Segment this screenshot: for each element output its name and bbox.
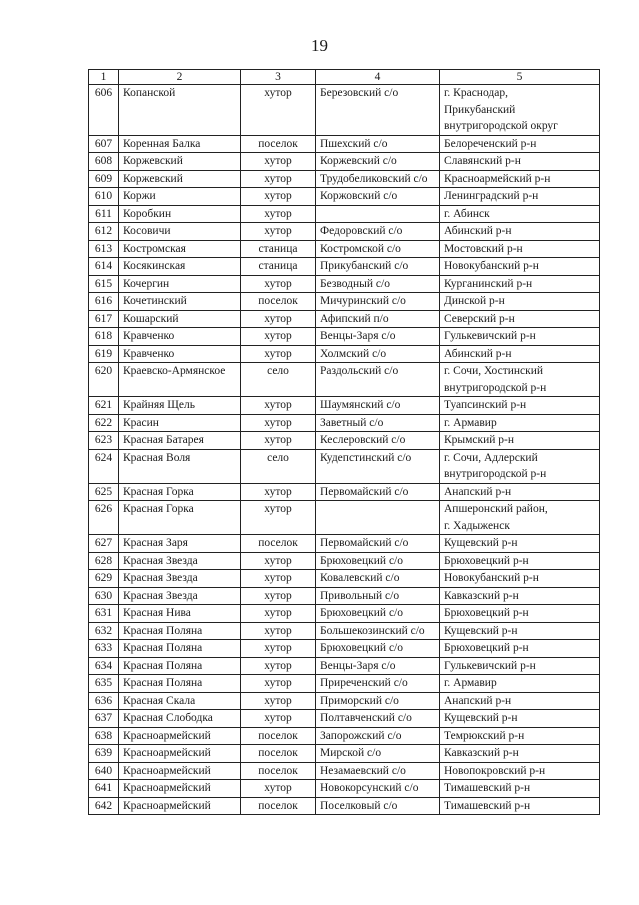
table-row (89, 692, 600, 710)
settlement-type-cell: хутор (241, 345, 316, 363)
table-row (89, 432, 600, 450)
settlement-name-cell: Красная Звезда (119, 570, 241, 588)
row-number-cell: 617 (89, 310, 119, 328)
row-number-cell: 608 (89, 153, 119, 171)
council-cell: Приморский с/о (316, 692, 440, 710)
settlement-name-cell: Косовичи (119, 223, 241, 241)
settlement-type-cell: хутор (241, 223, 316, 241)
settlement-type-cell: хутор (241, 397, 316, 415)
council-cell: Большекозинский с/о (316, 622, 440, 640)
row-number-cell: 624 (89, 449, 119, 483)
table-row (89, 797, 600, 815)
settlement-name-cell: Кочетинский (119, 293, 241, 311)
district-line: Тимашевский р-н (444, 782, 531, 794)
district-cell (440, 622, 600, 640)
table-row (89, 240, 600, 258)
row-number-cell: 618 (89, 328, 119, 346)
settlement-name-cell: Кравченко (119, 328, 241, 346)
row-number-cell: 635 (89, 675, 119, 693)
settlement-name-cell: Красная Воля (119, 449, 241, 483)
settlement-type-cell: хутор (241, 275, 316, 293)
settlement-name-cell: Красная Поляна (119, 622, 241, 640)
district-cell (440, 745, 600, 763)
district-line: г. Абинск (444, 207, 490, 220)
settlement-type-cell: поселок (241, 135, 316, 153)
settlement-type-cell: хутор (241, 710, 316, 728)
district-cell (440, 85, 600, 136)
settlement-type-cell: поселок (241, 293, 316, 311)
page-number: 19 (311, 36, 328, 55)
settlement-type-cell: хутор (241, 170, 316, 188)
settlement-type-cell: хутор (241, 657, 316, 675)
row-number-cell: 612 (89, 223, 119, 241)
council-cell: Брюховецкий с/о (316, 640, 440, 658)
district-line: Абинский р-н (444, 347, 512, 360)
district-cell (440, 397, 600, 415)
settlement-type-cell: хутор (241, 205, 316, 223)
council-cell: Костромской с/о (316, 240, 440, 258)
settlement-type-cell: поселок (241, 797, 316, 815)
row-number-cell: 637 (89, 710, 119, 728)
council-cell: Коржевский с/о (316, 153, 440, 171)
district-line: Анапский р-н (444, 694, 512, 707)
settlement-type-cell: станица (241, 240, 316, 258)
table-header-row (89, 70, 600, 85)
settlement-type-cell: хутор (241, 692, 316, 710)
settlement-name-cell: Копанской (119, 85, 241, 136)
council-cell: Федоровский с/о (316, 223, 440, 241)
council-cell: Афипский п/о (316, 310, 440, 328)
table-row (89, 449, 600, 483)
district-line: Кавказский р-н (444, 589, 519, 602)
row-number-cell: 629 (89, 570, 119, 588)
district-line: г. Армавир (444, 677, 497, 689)
settlement-name-cell: Красная Заря (119, 535, 241, 553)
district-line: Брюховецкий р-н (444, 607, 529, 619)
council-cell: Прикубанский с/о (316, 258, 440, 276)
council-cell: Холмский с/о (316, 345, 440, 363)
settlement-type-cell: хутор (241, 622, 316, 640)
district-line: Крымский р-н (444, 434, 515, 446)
settlement-name-cell: Коржевский (119, 170, 241, 188)
settlement-name-cell: Красноармейский (119, 727, 241, 745)
settlement-name-cell: Красная Поляна (119, 675, 241, 693)
settlement-name-cell: Коробкин (119, 205, 241, 223)
row-number-cell: 626 (89, 501, 119, 535)
district-line: Мостовский р-н (444, 242, 523, 255)
settlement-type-cell: хутор (241, 153, 316, 171)
district-line: Славянский р-н (444, 155, 521, 167)
row-number-cell: 631 (89, 605, 119, 623)
row-number-cell: 615 (89, 275, 119, 293)
column-header: 2 (119, 70, 241, 85)
district-line: Кавказский р-н (444, 747, 519, 759)
district-line: г. Сочи, Хостинский (444, 365, 544, 377)
table-row (89, 293, 600, 311)
settlement-name-cell: Краевско-Армянское (119, 363, 241, 397)
row-number-cell: 632 (89, 622, 119, 640)
settlement-name-cell: Кошарский (119, 310, 241, 328)
row-number-cell: 638 (89, 727, 119, 745)
district-cell (440, 328, 600, 346)
settlement-type-cell: хутор (241, 483, 316, 501)
district-line: г. Краснодар, (444, 87, 508, 99)
row-number-cell: 607 (89, 135, 119, 153)
settlement-type-cell: хутор (241, 570, 316, 588)
table-row (89, 501, 600, 535)
row-number-cell: 628 (89, 552, 119, 570)
row-number-cell: 636 (89, 692, 119, 710)
settlement-type-cell: хутор (241, 501, 316, 535)
table-row (89, 223, 600, 241)
district-cell (440, 605, 600, 623)
row-number-cell: 609 (89, 170, 119, 188)
district-cell (440, 675, 600, 693)
district-cell (440, 640, 600, 658)
table-row (89, 710, 600, 728)
row-number-cell: 606 (89, 85, 119, 136)
settlement-name-cell: Красная Поляна (119, 657, 241, 675)
district-line: внутригородской р-н (444, 381, 547, 394)
table-row (89, 587, 600, 605)
row-number-cell: 630 (89, 587, 119, 605)
settlement-name-cell: Коренная Балка (119, 135, 241, 153)
settlement-name-cell: Кочергин (119, 275, 241, 293)
district-cell (440, 762, 600, 780)
row-number-cell: 625 (89, 483, 119, 501)
district-line: Ленинградский р-н (444, 190, 539, 202)
district-line: Абинский р-н (444, 225, 512, 237)
settlement-name-cell: Красная Батарея (119, 432, 241, 450)
district-line: г. Армавир (444, 416, 497, 429)
settlement-name-cell: Красноармейский (119, 780, 241, 798)
council-cell: Венцы-Заря с/о (316, 328, 440, 346)
council-cell: Безводный с/о (316, 275, 440, 293)
council-cell: Полтавченский с/о (316, 710, 440, 728)
district-line: Новопокровский р-н (444, 764, 546, 777)
settlement-name-cell: Крайняя Щель (119, 397, 241, 415)
district-cell (440, 692, 600, 710)
council-cell: Трудобеликовский с/о (316, 170, 440, 188)
district-cell (440, 501, 600, 535)
council-cell: Мичуринский с/о (316, 293, 440, 311)
council-cell: Раздольский с/о (316, 363, 440, 397)
district-cell (440, 310, 600, 328)
district-line: Брюховецкий р-н (444, 554, 529, 567)
table-row (89, 135, 600, 153)
row-number-cell: 616 (89, 293, 119, 311)
district-line: Темрюкский р-н (444, 729, 525, 742)
settlement-type-cell: хутор (241, 605, 316, 623)
council-cell: Незамаевский с/о (316, 762, 440, 780)
settlement-name-cell: Костромская (119, 240, 241, 258)
row-number-cell: 640 (89, 762, 119, 780)
row-number-cell: 614 (89, 258, 119, 276)
district-cell (440, 570, 600, 588)
district-cell (440, 293, 600, 311)
row-number-cell: 642 (89, 797, 119, 815)
row-number-cell: 621 (89, 397, 119, 415)
settlement-type-cell: поселок (241, 535, 316, 553)
council-cell: Первомайский с/о (316, 535, 440, 553)
district-line: г. Сочи, Адлерский (444, 451, 538, 464)
settlement-name-cell: Красноармейский (119, 745, 241, 763)
table-row (89, 170, 600, 188)
table-row (89, 258, 600, 276)
council-cell: Шаумянский с/о (316, 397, 440, 415)
district-cell (440, 275, 600, 293)
table-row (89, 745, 600, 763)
table-row (89, 328, 600, 346)
row-number-cell: 613 (89, 240, 119, 258)
district-cell (440, 483, 600, 501)
table-row (89, 205, 600, 223)
settlement-name-cell: Красноармейский (119, 762, 241, 780)
table-row (89, 552, 600, 570)
table-row (89, 622, 600, 640)
district-cell (440, 414, 600, 432)
table-row (89, 762, 600, 780)
column-header: 5 (440, 70, 600, 85)
district-line: Прикубанский (444, 103, 516, 116)
district-cell (440, 240, 600, 258)
district-cell (440, 535, 600, 553)
table-row (89, 188, 600, 206)
table-row (89, 675, 600, 693)
district-cell (440, 223, 600, 241)
district-cell (440, 205, 600, 223)
district-line: г. Хадыженск (444, 519, 510, 532)
district-line: Тимашевский р-н (444, 799, 531, 812)
settlement-type-cell: хутор (241, 414, 316, 432)
district-line: Кущевский р-н (444, 537, 518, 549)
settlements-table (88, 69, 600, 815)
council-cell: Мирской с/о (316, 745, 440, 763)
district-line: Туапсинский р-н (444, 399, 527, 411)
row-number-cell: 610 (89, 188, 119, 206)
district-line: Новокубанский р-н (444, 572, 539, 584)
settlement-name-cell: Красная Скала (119, 692, 241, 710)
column-header: 1 (89, 70, 119, 85)
settlement-name-cell: Красная Слободка (119, 710, 241, 728)
table-row (89, 657, 600, 675)
district-line: Новокубанский р-н (444, 260, 539, 272)
council-cell (316, 205, 440, 223)
district-cell (440, 727, 600, 745)
district-line: внутригородской р-н (444, 468, 547, 480)
settlement-name-cell: Косякинская (119, 258, 241, 276)
row-number-cell: 619 (89, 345, 119, 363)
district-line: внутригородской округ (444, 120, 558, 132)
district-line: Кущевский р-н (444, 624, 518, 637)
district-cell (440, 449, 600, 483)
council-cell: Поселковый с/о (316, 797, 440, 815)
council-cell: Брюховецкий с/о (316, 552, 440, 570)
council-cell (316, 501, 440, 535)
settlement-type-cell: хутор (241, 675, 316, 693)
settlement-type-cell: хутор (241, 310, 316, 328)
table-row (89, 640, 600, 658)
district-cell (440, 780, 600, 798)
table-row (89, 535, 600, 553)
council-cell: Березовский с/о (316, 85, 440, 136)
settlement-type-cell: село (241, 449, 316, 483)
settlement-type-cell: хутор (241, 640, 316, 658)
table-row (89, 483, 600, 501)
district-cell (440, 587, 600, 605)
district-line: Белореченский р-н (444, 137, 537, 150)
district-line: Красноармейский р-н (444, 172, 551, 185)
district-cell (440, 258, 600, 276)
district-line: Северский р-н (444, 312, 515, 325)
settlement-type-cell: станица (241, 258, 316, 276)
council-cell: Венцы-Заря с/о (316, 657, 440, 675)
district-cell (440, 432, 600, 450)
district-cell (440, 135, 600, 153)
council-cell: Привольный с/о (316, 587, 440, 605)
table-row (89, 397, 600, 415)
table-row (89, 345, 600, 363)
column-header: 3 (241, 70, 316, 85)
settlement-type-cell: поселок (241, 727, 316, 745)
council-cell: Первомайский с/о (316, 483, 440, 501)
council-cell: Заветный с/о (316, 414, 440, 432)
council-cell: Коржовский с/о (316, 188, 440, 206)
council-cell: Пшехский с/о (316, 135, 440, 153)
council-cell: Новокорсунский с/о (316, 780, 440, 798)
settlement-name-cell: Красная Поляна (119, 640, 241, 658)
settlement-name-cell: Красноармейский (119, 797, 241, 815)
table-row (89, 153, 600, 171)
council-cell: Брюховецкий с/о (316, 605, 440, 623)
district-cell (440, 363, 600, 397)
settlement-type-cell: хутор (241, 432, 316, 450)
settlement-type-cell: хутор (241, 188, 316, 206)
settlement-name-cell: Красная Звезда (119, 552, 241, 570)
settlement-name-cell: Кравченко (119, 345, 241, 363)
row-number-cell: 633 (89, 640, 119, 658)
table-row (89, 414, 600, 432)
settlement-type-cell: село (241, 363, 316, 397)
district-cell (440, 797, 600, 815)
district-cell (440, 188, 600, 206)
district-line: Брюховецкий р-н (444, 642, 529, 654)
district-cell (440, 657, 600, 675)
district-cell (440, 345, 600, 363)
table-row (89, 85, 600, 136)
table-row (89, 275, 600, 293)
district-cell (440, 170, 600, 188)
district-line: Гулькевичский р-н (444, 330, 536, 342)
district-line: Курганинский р-н (444, 277, 533, 290)
settlement-type-cell: хутор (241, 552, 316, 570)
row-number-cell: 622 (89, 414, 119, 432)
settlement-type-cell: хутор (241, 780, 316, 798)
settlement-name-cell: Красная Горка (119, 501, 241, 535)
settlement-type-cell: хутор (241, 328, 316, 346)
settlement-name-cell: Красин (119, 414, 241, 432)
district-line: Кущевский р-н (444, 712, 518, 724)
row-number-cell: 623 (89, 432, 119, 450)
council-cell: Кудепстинский с/о (316, 449, 440, 483)
table-row (89, 727, 600, 745)
table-row (89, 363, 600, 397)
district-line: Гулькевичский р-н (444, 659, 536, 672)
settlement-type-cell: поселок (241, 745, 316, 763)
table-row (89, 605, 600, 623)
council-cell: Запорожский с/о (316, 727, 440, 745)
district-line: Анапский р-н (444, 485, 512, 498)
row-number-cell: 620 (89, 363, 119, 397)
settlement-name-cell: Красная Горка (119, 483, 241, 501)
settlement-name-cell: Красная Нива (119, 605, 241, 623)
row-number-cell: 634 (89, 657, 119, 675)
district-line: Динской р-н (444, 295, 505, 307)
settlement-name-cell: Красная Звезда (119, 587, 241, 605)
table-row (89, 570, 600, 588)
settlement-name-cell: Коржи (119, 188, 241, 206)
settlement-type-cell: хутор (241, 587, 316, 605)
table-row (89, 310, 600, 328)
district-cell (440, 710, 600, 728)
district-cell (440, 153, 600, 171)
column-header: 4 (316, 70, 440, 85)
council-cell: Приреченский с/о (316, 675, 440, 693)
row-number-cell: 639 (89, 745, 119, 763)
settlement-type-cell: поселок (241, 762, 316, 780)
row-number-cell: 641 (89, 780, 119, 798)
settlement-name-cell: Коржевский (119, 153, 241, 171)
council-cell: Кеслеровский с/о (316, 432, 440, 450)
settlement-type-cell: хутор (241, 85, 316, 136)
row-number-cell: 611 (89, 205, 119, 223)
council-cell: Ковалевский с/о (316, 570, 440, 588)
district-line: Апшеронский район, (444, 503, 548, 515)
table-row (89, 780, 600, 798)
row-number-cell: 627 (89, 535, 119, 553)
district-cell (440, 552, 600, 570)
